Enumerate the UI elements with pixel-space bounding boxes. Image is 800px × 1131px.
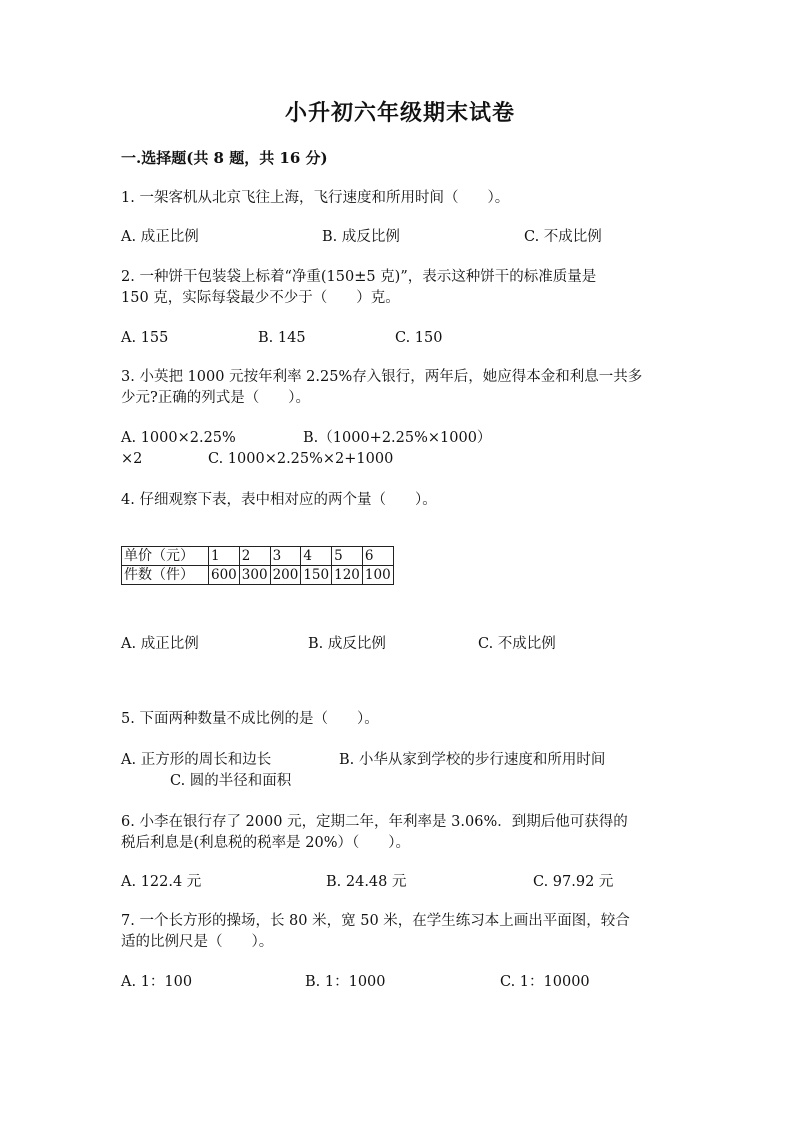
table-cell: 单价（元） xyxy=(122,547,209,566)
question-5-option-c: C. 圆的半径和面积 xyxy=(170,773,292,789)
table-cell: 100 xyxy=(362,566,393,585)
question-2-option-b: B. 145 xyxy=(258,330,306,346)
question-4-option-a: A. 成正比例 xyxy=(121,636,199,652)
table-row xyxy=(122,566,394,585)
question-4-option-b: B. 成反比例 xyxy=(308,636,386,652)
question-2-option-a: A. 155 xyxy=(121,330,169,346)
page-title: 小升初六年级期末试卷 xyxy=(284,100,515,126)
question-6-option-c: C. 97.92 元 xyxy=(533,874,614,890)
section-heading: 一.选择题(共 8 题，共 16 分) xyxy=(121,149,328,167)
table-cell: 5 xyxy=(332,547,363,566)
table-cell: 4 xyxy=(301,547,332,566)
question-4-option-c: C. 不成比例 xyxy=(478,636,556,652)
question-2-option-c: C. 150 xyxy=(395,330,443,346)
question-6-stem-line-1: 6. 小李在银行存了 2000 元，定期二年，年利率是 3.06%．到期后他可获得的 xyxy=(121,814,628,830)
question-3-option-b: B.（1000+2.25%×1000） xyxy=(303,430,492,446)
question-7-stem-line-1: 7. 一个长方形的操场，长 80 米，宽 50 米，在学生练习本上画出平面图，较合 xyxy=(121,913,630,929)
question-4-stem: 4. 仔细观察下表，表中相对应的两个量（ ）。 xyxy=(121,492,437,508)
question-6-stem-line-2: 税后利息是(利息税的税率是 20%）（ ）。 xyxy=(121,835,410,851)
question-1-option-c: C. 不成比例 xyxy=(524,229,602,245)
question-5-option-b: B. 小华从家到学校的步行速度和所用时间 xyxy=(339,752,606,768)
table-cell: 件数（件） xyxy=(122,566,209,585)
table-cell: 120 xyxy=(332,566,363,585)
table-cell: 200 xyxy=(270,566,301,585)
question-2-stem-line-1: 2. 一种饼干包装袋上标着“净重(150±5 克)”，表示这种饼干的标准质量是 xyxy=(121,269,597,285)
table-cell: 2 xyxy=(239,547,270,566)
question-3-option-b-continued: ×2 xyxy=(121,451,143,467)
question-2-stem-line-2: 150 克，实际每袋最少不少于（ ）克。 xyxy=(121,290,400,306)
table-cell: 300 xyxy=(239,566,270,585)
question-6-option-a: A. 122.4 元 xyxy=(121,874,202,890)
question-1-option-b: B. 成反比例 xyxy=(322,229,400,245)
table-cell: 6 xyxy=(362,547,393,566)
table-row xyxy=(122,547,394,566)
table-cell: 150 xyxy=(301,566,332,585)
question-3-option-a: A. 1000×2.25% xyxy=(121,430,236,446)
table-cell: 3 xyxy=(270,547,301,566)
question-3-stem-line-1: 3. 小英把 1000 元按年利率 2.25%存入银行，两年后，她应得本金和利息一共多 xyxy=(121,369,643,385)
question-6-option-b: B. 24.48 元 xyxy=(326,874,407,890)
question-5-stem: 5. 下面两种数量不成比例的是（ ）。 xyxy=(121,711,379,727)
question-1-stem: 1. 一架客机从北京飞往上海，飞行速度和所用时间（ ）。 xyxy=(121,190,510,206)
question-7-option-c: C. 1：10000 xyxy=(500,974,590,990)
table-cell: 600 xyxy=(209,566,240,585)
question-7-option-a: A. 1：100 xyxy=(121,974,193,990)
question-7-stem-line-2: 适的比例尺是（ ）。 xyxy=(121,934,274,950)
question-1-option-a: A. 成正比例 xyxy=(121,229,199,245)
question-3-option-c: C. 1000×2.25%×2+1000 xyxy=(208,451,394,467)
question-3-stem-line-2: 少元?正确的列式是（ ）。 xyxy=(121,390,311,406)
question-5-option-a: A. 正方形的周长和边长 xyxy=(121,752,272,768)
question-7-option-b: B. 1：1000 xyxy=(305,974,386,990)
price-quantity-table xyxy=(121,546,394,585)
table-cell: 1 xyxy=(209,547,240,566)
